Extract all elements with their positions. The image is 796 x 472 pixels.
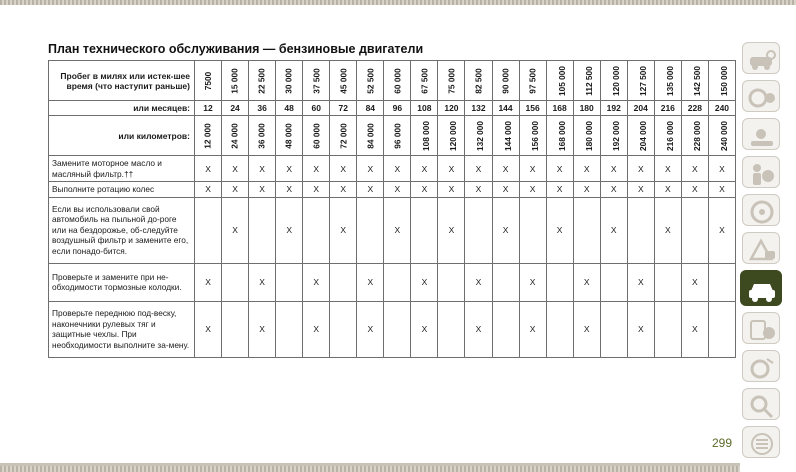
service-mark: X	[681, 182, 708, 198]
months-cell	[411, 101, 438, 116]
months-cell	[438, 101, 465, 116]
months-value: 60	[311, 103, 321, 113]
service-mark	[438, 263, 465, 301]
km-value: 48 000	[284, 122, 295, 149]
service-mark: X	[573, 182, 600, 198]
service-mark: X	[411, 182, 438, 198]
service-mark: X	[222, 182, 249, 198]
miles-value: 97 500	[527, 67, 538, 94]
miles-value: 45 000	[338, 67, 349, 94]
service-mark: X	[330, 156, 357, 182]
miles-value: 142 500	[691, 65, 702, 96]
service-mark: X	[519, 301, 546, 357]
service-mark: X	[276, 182, 303, 198]
km-cell	[276, 116, 303, 156]
months-cell	[627, 101, 654, 116]
months-cell	[249, 101, 276, 116]
chapter-tabs	[740, 42, 792, 464]
miles-cell	[438, 61, 465, 101]
km-cell	[627, 116, 654, 156]
months-value: 96	[392, 103, 403, 113]
service-mark: X	[438, 197, 465, 263]
months-cell	[222, 101, 249, 116]
km-value: 168 000	[556, 120, 567, 151]
km-cell	[546, 116, 573, 156]
km-cell	[384, 116, 411, 156]
service-mark	[411, 197, 438, 263]
months-cell	[546, 101, 573, 116]
months-cell	[492, 101, 519, 116]
service-mark: X	[708, 156, 735, 182]
service-mark: X	[627, 182, 654, 198]
months-cell	[330, 101, 357, 116]
service-mark: X	[303, 182, 330, 198]
months-cell	[519, 101, 546, 116]
months-header-row	[49, 101, 736, 116]
km-cell	[411, 116, 438, 156]
service-mark: X	[384, 182, 411, 198]
km-cell	[357, 116, 384, 156]
chapter-tab[interactable]	[742, 80, 780, 112]
service-description: Замените моторное масло и масляный фильтр.††	[49, 156, 195, 182]
km-value: 12 000	[203, 122, 214, 149]
km-cell	[465, 116, 492, 156]
service-mark: X	[303, 156, 330, 182]
service-mark: X	[195, 301, 222, 357]
months-value: 216	[660, 103, 675, 113]
service-description: Если вы использовали свой автомобиль на пыльной до-роге или на бездорожье, об-следуйте воздушный фильтр и замените его, если понадо-бится.	[49, 197, 195, 263]
specifications-icon	[747, 317, 779, 345]
airbag-safety-icon	[747, 161, 779, 189]
months-value: 132	[471, 103, 486, 113]
km-value: 192 000	[610, 120, 621, 151]
miles-value: 60 000	[392, 67, 403, 94]
km-cell	[249, 116, 276, 156]
service-mark: X	[330, 197, 357, 263]
service-mark: X	[492, 197, 519, 263]
service-mark	[465, 197, 492, 263]
miles-cell	[465, 61, 492, 101]
service-mark: X	[357, 182, 384, 198]
miles-cell	[411, 61, 438, 101]
months-value: 204	[633, 103, 648, 113]
km-cell	[519, 116, 546, 156]
service-mark: X	[654, 197, 681, 263]
service-mark: X	[708, 182, 735, 198]
service-mark: X	[519, 263, 546, 301]
service-mark: X	[357, 263, 384, 301]
months-value: 192	[606, 103, 621, 113]
service-mark: X	[492, 156, 519, 182]
miles-cell	[303, 61, 330, 101]
service-mark	[222, 263, 249, 301]
miles-cell	[546, 61, 573, 101]
chapter-tab[interactable]	[742, 156, 780, 188]
months-cell	[276, 101, 303, 116]
service-mark: X	[411, 301, 438, 357]
service-mark: X	[681, 156, 708, 182]
service-mark: X	[573, 263, 600, 301]
service-mark: X	[222, 156, 249, 182]
km-value: 156 000	[529, 120, 540, 151]
service-mark: X	[465, 156, 492, 182]
table-row	[49, 156, 736, 182]
months-value: 12	[203, 103, 213, 113]
months-cell	[681, 101, 708, 116]
service-mark: X	[357, 156, 384, 182]
chapter-tab[interactable]	[742, 388, 780, 420]
page-number: 299	[712, 436, 733, 450]
service-mark	[357, 197, 384, 263]
service-mark	[330, 263, 357, 301]
km-cell	[303, 116, 330, 156]
service-mark	[708, 263, 735, 301]
km-value: 60 000	[311, 122, 322, 149]
service-mark: X	[222, 197, 249, 263]
service-mark: X	[465, 182, 492, 198]
service-mark: X	[573, 301, 600, 357]
chapter-tab[interactable]	[742, 232, 780, 264]
service-mark	[519, 197, 546, 263]
chapter-tab[interactable]	[740, 270, 782, 306]
service-mark	[492, 263, 519, 301]
miles-cell	[600, 61, 627, 101]
months-cell	[573, 101, 600, 116]
miles-value: 150 000	[718, 65, 729, 96]
miles-cell	[573, 61, 600, 101]
service-mark	[249, 197, 276, 263]
miles-value: 112 500	[583, 65, 594, 96]
miles-value: 135 000	[664, 65, 675, 96]
miles-value: 15 000	[230, 67, 241, 94]
service-mark	[708, 301, 735, 357]
service-mark: X	[627, 301, 654, 357]
service-mark	[276, 263, 303, 301]
miles-cell	[276, 61, 303, 101]
service-mark: X	[276, 156, 303, 182]
months-value: 108	[417, 103, 432, 113]
miles-value: 105 000	[556, 65, 567, 96]
months-cell	[465, 101, 492, 116]
alphabet-index-icon	[747, 431, 779, 459]
months-cell	[303, 101, 330, 116]
miles-cell	[384, 61, 411, 101]
miles-cell	[627, 61, 654, 101]
service-mark: X	[600, 156, 627, 182]
table-row	[49, 301, 736, 357]
km-cell	[492, 116, 519, 156]
dashboard-info-icon	[747, 85, 779, 113]
service-mark: X	[249, 156, 276, 182]
service-mark: X	[249, 263, 276, 301]
bottom-decorative-rule	[0, 466, 740, 472]
months-value: 240	[714, 103, 730, 113]
service-mark: X	[519, 156, 546, 182]
months-value: 144	[498, 103, 513, 113]
months-cell	[654, 101, 681, 116]
service-mark	[276, 301, 303, 357]
service-description: Выполните ротацию колес	[49, 182, 195, 198]
km-cell	[222, 116, 249, 156]
service-mark: X	[411, 263, 438, 301]
km-value: 24 000	[230, 122, 241, 149]
chapter-tab[interactable]	[742, 42, 780, 74]
service-mark: X	[627, 156, 654, 182]
miles-cell	[249, 61, 276, 101]
service-mark: X	[600, 197, 627, 263]
service-mark: X	[303, 263, 330, 301]
service-mark: X	[627, 263, 654, 301]
chapter-tab[interactable]	[742, 118, 780, 150]
service-mark: X	[708, 197, 735, 263]
service-mark: X	[195, 156, 222, 182]
km-cell	[600, 116, 627, 156]
service-mark: X	[357, 301, 384, 357]
service-mark: X	[249, 182, 276, 198]
service-mark	[330, 301, 357, 357]
service-mark: X	[681, 301, 708, 357]
miles-value: 7500	[203, 71, 214, 90]
months-value: 36	[257, 103, 267, 113]
km-cell	[654, 116, 681, 156]
service-mark: X	[411, 156, 438, 182]
service-mark: X	[303, 301, 330, 357]
miles-cell	[195, 61, 222, 101]
service-mark: X	[546, 182, 573, 198]
km-value: 180 000	[583, 120, 594, 151]
km-cell	[438, 116, 465, 156]
miles-value: 52 500	[365, 67, 376, 94]
months-value: 156	[525, 103, 540, 113]
km-value: 216 000	[664, 120, 675, 151]
service-description: Проверьте и замените при не-обходимости тормозные колодки.	[49, 263, 195, 301]
months-value: 24	[230, 103, 240, 113]
miles-cell	[654, 61, 681, 101]
km-cell	[330, 116, 357, 156]
km-value: 108 000	[421, 120, 432, 151]
service-mark	[195, 197, 222, 263]
service-mark: X	[195, 182, 222, 198]
months-cell	[195, 101, 222, 116]
service-mark: X	[681, 263, 708, 301]
months-cell	[357, 101, 384, 116]
chapter-tab[interactable]	[742, 350, 780, 382]
miles-cell	[519, 61, 546, 101]
car-search-icon	[747, 47, 779, 75]
warning-triangle-icon	[747, 237, 779, 265]
km-value: 72 000	[338, 122, 349, 149]
km-cell	[573, 116, 600, 156]
service-mark	[492, 301, 519, 357]
miles-value: 22 500	[257, 67, 268, 94]
multimedia-icon	[747, 355, 779, 383]
miles-value: 120 000	[610, 65, 621, 96]
service-mark: X	[465, 301, 492, 357]
miles-cell	[330, 61, 357, 101]
km-value: 204 000	[637, 120, 648, 151]
km-header-row	[49, 116, 736, 156]
steering-wheel-icon	[747, 199, 779, 227]
service-mark: X	[438, 156, 465, 182]
months-value: 72	[338, 103, 348, 113]
chapter-tab[interactable]	[742, 426, 780, 458]
service-mark: X	[546, 197, 573, 263]
months-cell	[384, 101, 411, 116]
service-mark: X	[438, 182, 465, 198]
car-maintenance-icon	[745, 275, 777, 303]
service-mark: X	[465, 263, 492, 301]
km-value: 228 000	[691, 120, 702, 151]
service-mark	[627, 197, 654, 263]
service-mark: X	[330, 182, 357, 198]
months-value: 168	[552, 103, 567, 113]
miles-cell	[492, 61, 519, 101]
miles-value: 127 500	[637, 65, 648, 96]
miles-value: 30 000	[284, 67, 295, 94]
km-value: 36 000	[257, 122, 268, 149]
km-cell	[681, 116, 708, 156]
service-mark	[681, 197, 708, 263]
km-value: 132 000	[475, 120, 486, 151]
miles-cell	[357, 61, 384, 101]
service-mark: X	[492, 182, 519, 198]
table-row	[49, 197, 736, 263]
service-mark: X	[573, 156, 600, 182]
service-mark: X	[654, 182, 681, 198]
service-mark: X	[519, 182, 546, 198]
months-value: 228	[687, 103, 702, 113]
miles-value: 67 500	[419, 67, 430, 94]
service-mark	[384, 301, 411, 357]
miles-cell	[708, 61, 735, 101]
months-value: 48	[284, 103, 294, 113]
miles-value: 37 500	[311, 67, 322, 94]
km-value: 96 000	[392, 122, 403, 149]
miles-value: 82 500	[473, 67, 484, 94]
service-mark	[222, 301, 249, 357]
service-mark: X	[384, 156, 411, 182]
km-value: 84 000	[365, 122, 376, 149]
service-mark: X	[654, 156, 681, 182]
service-mark	[573, 197, 600, 263]
km-cell	[708, 116, 735, 156]
km-header-label: или километров:	[49, 116, 195, 156]
miles-value: 90 000	[500, 67, 511, 94]
chapter-tab[interactable]	[742, 312, 780, 344]
km-value: 144 000	[502, 120, 513, 151]
service-mark	[654, 263, 681, 301]
chapter-tab[interactable]	[742, 194, 780, 226]
km-value: 120 000	[448, 120, 459, 151]
months-header-label: или месяцев:	[49, 101, 195, 116]
service-mark: X	[195, 263, 222, 301]
service-mark	[546, 263, 573, 301]
service-mark: X	[384, 197, 411, 263]
climate-controls-icon	[747, 123, 779, 151]
table-row	[49, 263, 736, 301]
miles-header-label: Пробег в милях или истек-шее время (что наступит раньше)	[49, 61, 195, 101]
service-mark: X	[276, 197, 303, 263]
miles-cell	[222, 61, 249, 101]
months-value: 120	[444, 103, 459, 113]
months-value: 180	[579, 103, 594, 113]
service-mark	[600, 301, 627, 357]
km-cell	[195, 116, 222, 156]
service-mark	[438, 301, 465, 357]
top-decorative-rule	[0, 0, 796, 5]
service-description: Проверьте переднюю под-веску, наконечники рулевых тяг и защитные чехлы. При необходимости выполните за-мену.	[49, 301, 195, 357]
km-value: 240 000	[718, 120, 729, 151]
maintenance-table	[48, 60, 736, 358]
service-mark: X	[600, 182, 627, 198]
index-search-icon	[747, 393, 779, 421]
service-mark	[384, 263, 411, 301]
service-mark	[303, 197, 330, 263]
miles-cell	[681, 61, 708, 101]
months-cell	[600, 101, 627, 116]
service-mark	[600, 263, 627, 301]
table-row	[49, 182, 736, 198]
page-title: План технического обслуживания — бензиновые двигатели	[48, 42, 424, 56]
service-mark	[654, 301, 681, 357]
months-value: 84	[365, 103, 376, 113]
service-mark	[546, 301, 573, 357]
months-cell	[708, 101, 735, 116]
miles-value: 75 000	[446, 67, 457, 94]
service-mark: X	[546, 156, 573, 182]
service-mark: X	[249, 301, 276, 357]
miles-header-row	[49, 61, 736, 101]
